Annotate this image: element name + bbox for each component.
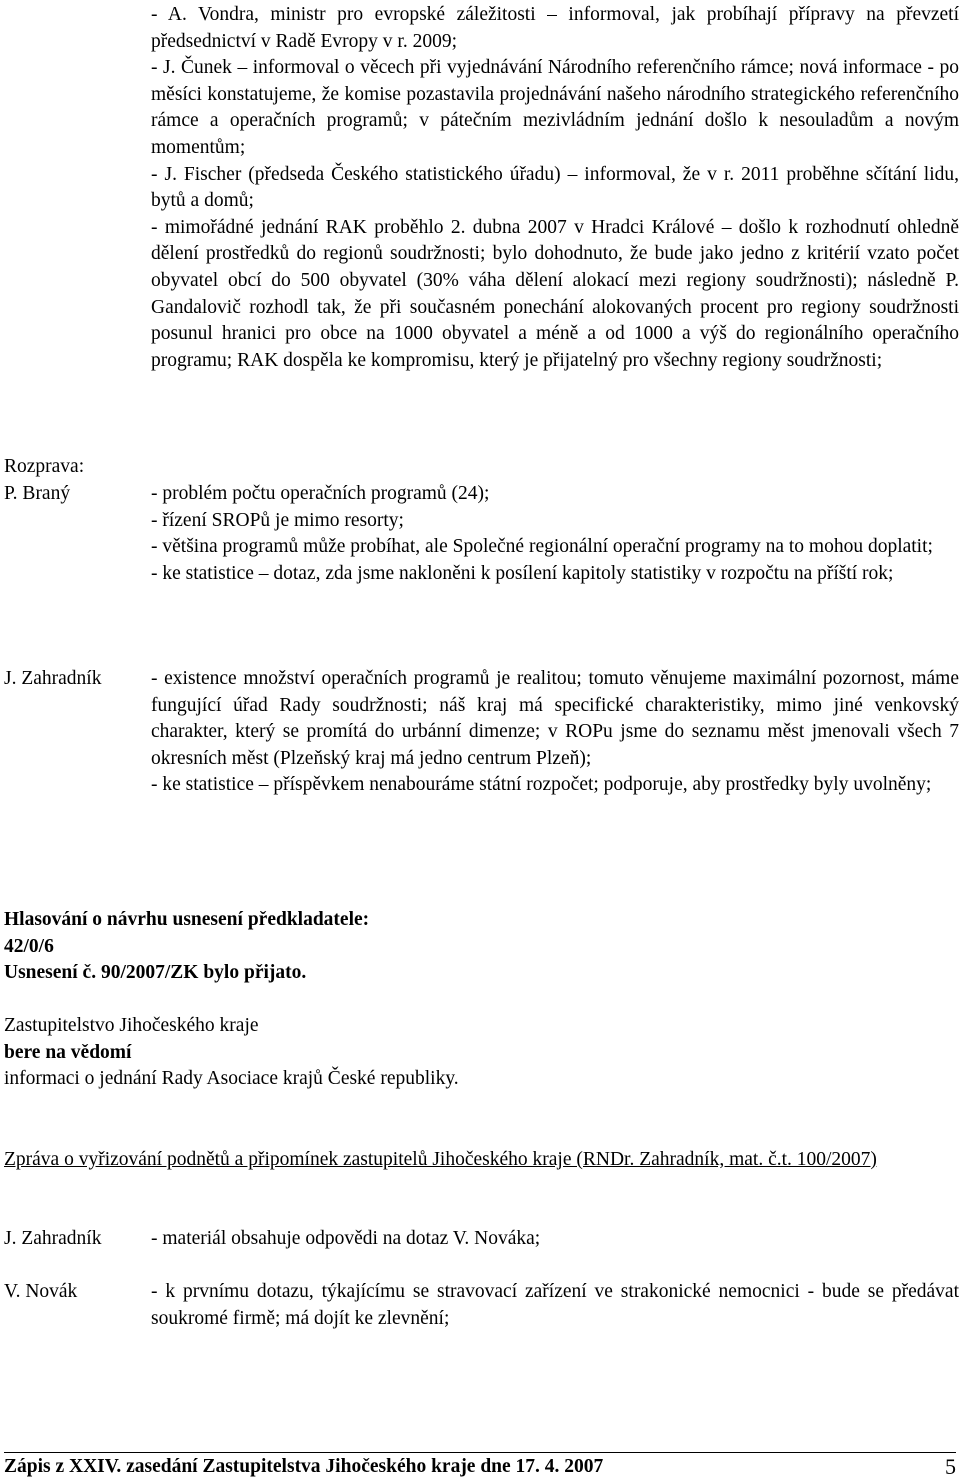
intro-item-vondra: - A. Vondra, ministr pro evropské záležitosti – informoval, jak probíhají přípravy na převzetí předsednictví v Radě Evropy v r. 2009;	[151, 4, 959, 52]
footer-text: Zápis z XXIV. zasedání Zastupitelstva Jihočeského kraje dne 17. 4. 2007	[4, 1456, 604, 1477]
resolution-text: Usnesení č. 90/2007/ZK bylo přijato.	[4, 962, 307, 984]
intro-item-cunek: - J. Čunek – informoval o věcech při vyjednávání Národního referenčního rámce; nová informace - po měsíci konstatujeme, že komise pozastavila projednávání našeho národního strategického referenčního rámce a operačních programů; v pátečním mezivládním jednání došlo k nesouladům a novým momentům;	[151, 57, 959, 158]
council-action: bere na vědomí	[4, 1041, 132, 1063]
discussion-label: Rozprava:	[4, 456, 85, 477]
report-title: Zpráva o vyřizování podnětů a připomínek zastupitelů Jihočeského kraje (RNDr. Zahradník, mat. č.t. 100/2007)	[4, 1149, 877, 1170]
speaker-name-zahradnik: J. Zahradník	[4, 668, 102, 689]
report-speaker-name-novak: V. Novák	[4, 1281, 78, 1302]
footer-divider	[4, 1452, 956, 1453]
speaker-item: - existence množství operačních programů je realitou; tomuto věnujeme maximální pozornost, máme fungující úřad Rady soudržnosti; náš kraj má specifické charakteristiky, mimo jiné venkovský charakter, který se promítá do urbánní dimenze; v ROPu jsme do seznamu měst jmenovali všech 7 okresních měst (Plzeňský kraj má jedno centrum Plzeň);	[151, 668, 959, 769]
speaker-name-brany: P. Braný	[4, 483, 71, 504]
page-number: 5	[945, 1454, 956, 1479]
intro-item-rak-meeting: - mimořádné jednání RAK proběhlo 2. dubna 2007 v Hradci Králové – došlo k rozhodnutí ohledně dělení prostředků do regionů soudržnosti; bylo dohodnuto, že bude jako jedno z kritérií vzato počet obyvatel obcí do 500 obyvatel (30% váha dělení alokací mezi regiony soudržnosti); následně P. Gandalovič rozhodl tak, že při současném ponechání alokovaných procent pro regiony soudržnosti posunul hranici pro obce na 1000 obyvatel a méně a od 1000 a výš do regionálního operačního programu; RAK dospěla ke kompromisu, který je přijatelný pro všechny regiony soudržnosti;	[151, 216, 959, 371]
speaker-item: - ke statistice – příspěvkem nenabouráme státní rozpočet; podporuje, aby prostředky byly uvolněny;	[151, 774, 932, 796]
intro-list	[151, 2, 959, 374]
speaker-item: - většina programů může probíhat, ale Společné regionální operační programy na to mohou doplatit;	[151, 536, 933, 558]
footer	[4, 1454, 956, 1481]
speaker-items-zahradnik	[151, 666, 959, 799]
report-speaker-name-zahradnik: J. Zahradník	[4, 1228, 102, 1249]
council-block	[4, 1013, 956, 1093]
report-speaker-text-zahradnik: - materiál obsahuje odpovědi na dotaz V. Nováka;	[151, 1228, 541, 1249]
vote-block	[4, 907, 956, 987]
vote-heading: Hlasování o návrhu usnesení předkladatele:	[4, 909, 370, 930]
council-note: informaci o jednání Rady Asociace krajů České republiky.	[4, 1068, 459, 1090]
speaker-items-brany	[151, 481, 959, 587]
vote-result: 42/0/6	[4, 935, 54, 957]
speaker-item: - ke statistice – dotaz, zda jsme nakloněni k posílení kapitoly statistiky v rozpočtu na příští rok;	[151, 562, 894, 584]
speaker-item: - řízení SROPů je mimo resorty;	[151, 509, 404, 531]
council-name: Zastupitelstvo Jihočeského kraje	[4, 1015, 259, 1036]
speaker-item: - problém počtu operačních programů (24);	[151, 483, 490, 504]
intro-item-fischer: - J. Fischer (předseda Českého statistického úřadu) – informoval, že v r. 2011 proběhne sčítání lidu, bytů a domů;	[151, 163, 959, 212]
report-speaker-text-novak: - k prvnímu dotazu, týkajícímu se stravovací zařízení ve strakonické nemocnici - bude se předávat soukromé firmě; má dojít ke zlevnění;	[151, 1281, 959, 1329]
